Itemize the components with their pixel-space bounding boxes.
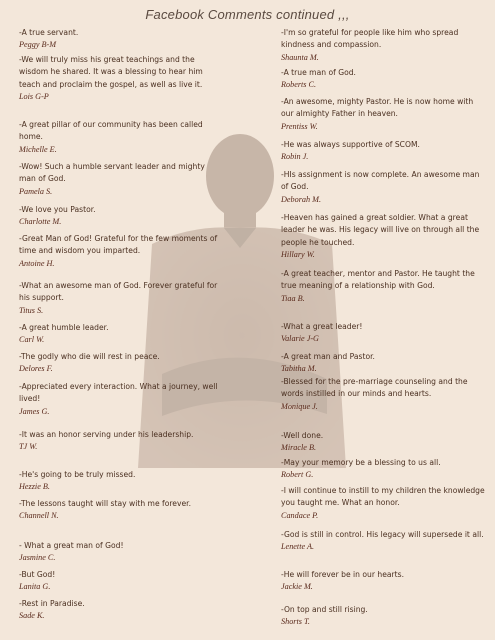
comment-entry [19, 54, 224, 103]
comment-author: Pamela S. [19, 186, 53, 196]
comment-entry [19, 119, 224, 156]
comment-author: Monique J. [281, 401, 318, 411]
comment-text: -I'm so grateful for people like him who spread kindness and compassion. [281, 28, 459, 50]
comment-author: Lois G-P [19, 91, 49, 101]
comment-author: Shorts T. [281, 617, 310, 627]
comment-entry [281, 457, 486, 481]
page-title: Facebook Comments continued ,,, [145, 7, 350, 22]
comment-entry [281, 67, 486, 91]
comment-text: -Well done. [281, 431, 324, 440]
comment-author: Sade K. [19, 611, 45, 621]
comment-text: -We love you Pastor. [19, 205, 96, 214]
comment-text: -Blessed for the pre-marriage counseling and the words instilled in our minds and hearts. [281, 377, 468, 399]
comment-entry [281, 212, 486, 261]
comment-author: Candace P. [281, 510, 319, 520]
comment-entry [19, 540, 224, 564]
comment-text: -May your memory be a blessing to us all. [281, 458, 441, 467]
comment-author: Lanita G. [19, 582, 51, 592]
comment-author: Channell N. [19, 511, 59, 521]
comment-text: -We will truly miss his great teachings and the wisdom he shared. It was a blessing to hear him teach and proclaim the gospel, as well as live it. [19, 55, 203, 89]
comment-author: Shaunta M. [281, 52, 319, 62]
comment-text: -Great Man of God! Grateful for the few moments of time and wisdom you imparted. [19, 234, 218, 256]
comment-text: -I will continue to instill to my children the knowledge you taught me. What an honor. [281, 486, 485, 508]
comment-text: -What an awesome man of God. Forever grateful for his support. [19, 281, 218, 303]
comment-entry [19, 233, 224, 270]
comment-entry [281, 268, 486, 305]
comment-entry [281, 529, 486, 553]
comment-text: -The godly who die will rest in peace. [19, 352, 160, 361]
comment-text: -God is still in control. His legacy will supersede it all. [281, 530, 484, 539]
comment-entry [19, 598, 224, 622]
comment-text: -A true servant. [19, 28, 79, 37]
comment-text: -But God! [19, 570, 56, 579]
comment-entry [281, 485, 486, 522]
comment-author: TJ W. [19, 442, 38, 452]
comment-entry [19, 204, 224, 228]
comment-text: -A great humble leader. [19, 323, 109, 332]
comment-author: Tabitha M. [281, 364, 317, 374]
comment-entry [281, 604, 486, 628]
comment-author: Robin J. [281, 152, 309, 162]
comment-author: Hezzie B. [19, 482, 50, 492]
comment-author: Miracle B. [281, 443, 317, 453]
comment-text: -A true man of God. [281, 68, 356, 77]
comment-text: -A great man and Pastor. [281, 352, 375, 361]
comment-author: Tiaa B. [281, 293, 305, 303]
comment-entry [281, 139, 486, 163]
comment-entry [19, 351, 224, 375]
comment-entry [281, 351, 486, 375]
comment-author: Jasmine C. [19, 553, 56, 563]
comment-text: -He was always supportive of SCOM. [281, 140, 420, 149]
comment-entry [19, 161, 224, 198]
comment-author: Michelle E. [19, 144, 57, 154]
comment-author: Deborah M. [281, 194, 322, 204]
comment-text: -Wow! Such a humble servant leader and mighty man of God. [19, 162, 205, 184]
comment-text: -What a great leader! [281, 322, 363, 331]
comment-entry [19, 280, 224, 317]
comment-entry [19, 322, 224, 346]
comment-text: -On top and still rising. [281, 605, 368, 614]
comment-entry [19, 498, 224, 522]
comment-author: Robert G. [281, 470, 314, 480]
comment-text: -Appreciated every interaction. What a journey, well lived! [19, 382, 218, 404]
comment-entry [19, 469, 224, 493]
comment-text: -The lessons taught will stay with me forever. [19, 499, 191, 508]
comment-text: -It was an honor serving under his leadership. [19, 430, 194, 439]
comment-author: Lenette A. [281, 542, 315, 552]
comment-author: Charlotte M. [19, 217, 62, 227]
comment-author: Jackie M. [281, 582, 313, 592]
comment-text: -An awesome, mighty Pastor. He is now home with our almighty Father in heaven. [281, 97, 474, 119]
comment-entry [281, 430, 486, 454]
comment-entry [19, 429, 224, 453]
comment-entry [19, 381, 224, 418]
comment-text: -Rest in Paradise. [19, 599, 85, 608]
comment-entry [281, 569, 486, 593]
comment-text: -Heaven has gained a great soldier. What a great leader he was. His legacy will live on through all the people he touched. [281, 213, 480, 247]
comment-author: Roberts C. [281, 80, 317, 90]
comment-author: Antoine H. [19, 258, 55, 268]
comment-entry [281, 321, 486, 345]
comment-text: -A great pillar of our community has been called home. [19, 120, 203, 142]
comment-author: Valarie J-G [281, 334, 319, 344]
comment-author: James G. [19, 406, 50, 416]
comment-entry [281, 27, 486, 64]
comment-entry [281, 96, 486, 133]
comment-author: Carl W. [19, 335, 45, 345]
comment-text: -He's going to be truly missed. [19, 470, 136, 479]
comment-text: -A great teacher, mentor and Pastor. He taught the true meaning of a relationship with God. [281, 269, 475, 291]
comment-text: -HIs assignment is now complete. An awesome man of God. [281, 170, 480, 192]
comment-entry [19, 569, 224, 593]
comment-author: Hillary W. [281, 249, 315, 259]
comment-entry [19, 27, 224, 51]
comment-author: Delores F. [19, 364, 53, 374]
comment-text: - What a great man of God! [19, 541, 124, 550]
comment-author: Titus S. [19, 305, 44, 315]
comment-author: Prentiss W. [281, 121, 318, 131]
comment-entry [281, 169, 486, 206]
comment-author: Peggy B-M [19, 40, 57, 50]
comment-entry [281, 376, 486, 413]
comment-text: -He will forever be in our hearts. [281, 570, 404, 579]
